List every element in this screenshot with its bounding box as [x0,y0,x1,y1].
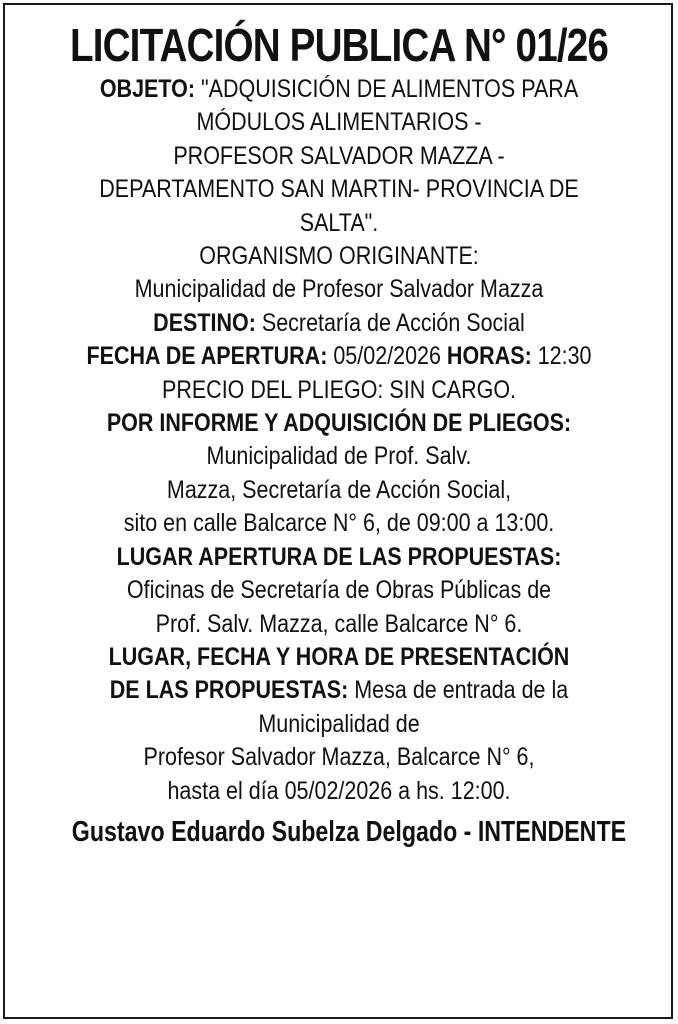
objeto-line-3: PROFESOR SALVADOR MAZZA - [173,141,505,170]
apertura-line [52,340,626,373]
presentacion-value-2: Mesa de entrada de la [354,676,569,705]
presentacion-line-2 [52,674,626,707]
objeto-line-4: DEPARTAMENTO SAN MARTIN- PROVINCIA DE [99,175,579,204]
objeto-line-1 [52,73,626,106]
presentacion-line-4: Profesor Salvador Mazza, Balcarce N° 6, [143,743,535,772]
destino-line [52,307,626,340]
lugar-apertura-label: LUGAR APERTURA DE LAS PROPUESTAS: [116,542,562,571]
presentacion-line-3: Municipalidad de [258,709,420,738]
horas-label: HORAS: [446,342,532,371]
notice-title: LICITACIÓN PUBLICA N° 01/26 [69,19,609,71]
organismo-value: Municipalidad de Profesor Salvador Mazza [134,275,544,304]
horas-value: 12:30 [537,342,592,371]
destino-value: Secretaría de Acción Social [261,308,525,337]
organismo-label: ORGANISMO ORIGINANTE: [199,242,479,271]
informe-line-2: Mazza, Secretaría de Acción Social, [166,475,512,504]
objeto-label: OBJETO: [99,75,195,103]
informe-label: POR INFORME Y ADQUISICIÓN DE PLIEGOS: [106,409,572,438]
objeto-text-1: "ADQUISICIÓN DE ALIMENTOS PARA [200,75,579,103]
lugar-apertura-line-1: Oficinas de Secretaría de Obras Públicas de [126,576,552,605]
fecha-apertura-value: 05/02/2026 [333,342,441,371]
public-tender-notice [5,5,673,1019]
lugar-apertura-line-2: Prof. Salv. Mazza, calle Balcarce N° 6. [155,609,523,638]
objeto-line-2: MÓDULOS ALIMENTARIOS - [196,108,482,137]
presentacion-label-2: DE LAS PROPUESTAS: [109,676,349,705]
notice-body [5,73,673,808]
presentacion-line-5: hasta el día 05/02/2026 a hs. 12:00. [167,776,511,805]
presentacion-label-1: LUGAR, FECHA Y HORA DE PRESENTACIÓN [108,642,570,671]
fecha-apertura-label: FECHA DE APERTURA: [86,342,328,371]
objeto-line-5: SALTA". [299,208,379,237]
precio-pliego: PRECIO DEL PLIEGO: SIN CARGO. [161,375,517,404]
destino-label: DESTINO: [153,308,256,337]
informe-line-3: sito en calle Balcarce N° 6, de 09:00 a 13:00. [123,509,555,538]
signature-footer: Gustavo Eduardo Subelza Delgado - INTENDENTE [71,815,627,848]
informe-line-1: Municipalidad de Prof. Salv. [206,442,472,471]
